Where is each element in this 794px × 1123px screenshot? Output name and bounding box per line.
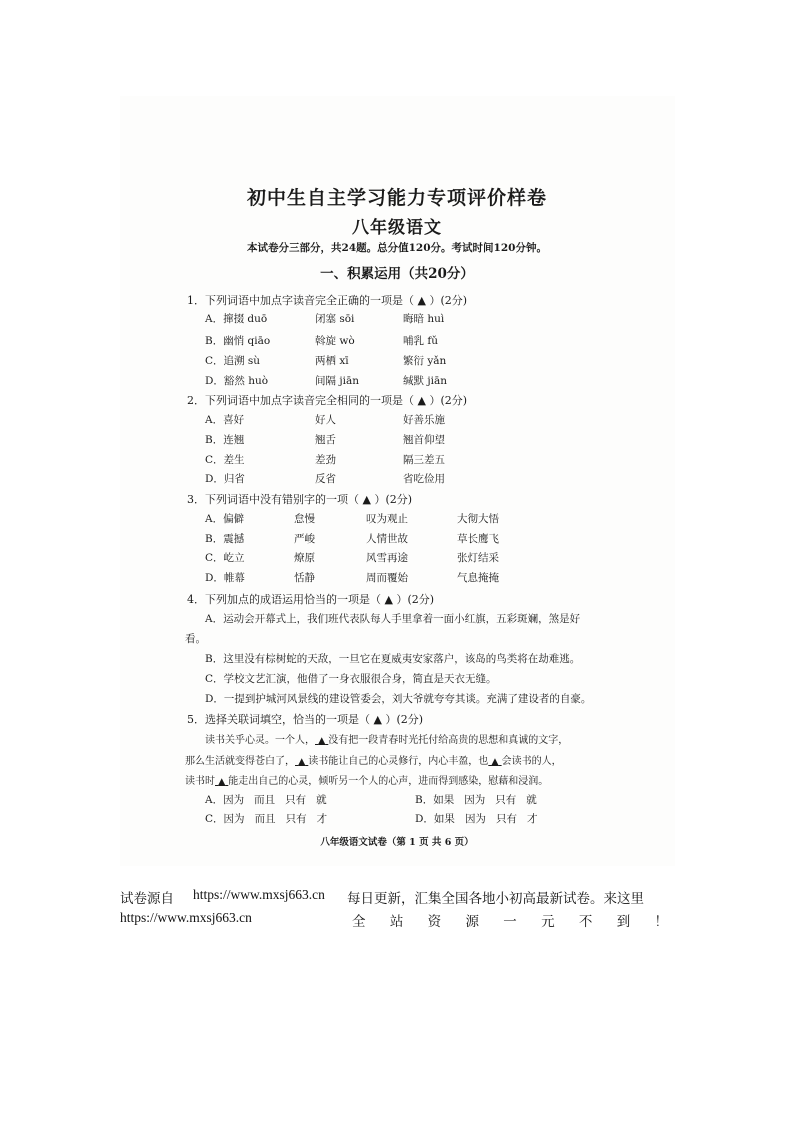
q3-option-d-3: 周而覆始 (366, 572, 408, 584)
source-url-2[interactable]: https://www.mxsj663.cn (120, 910, 252, 925)
q3-option-a-1: A．偏僻 (205, 513, 245, 525)
q4-option-b: B．这里没有棕树蛇的天敌，一旦它在夏威夷安家落户，该岛的鸟类将在劫难逃。 (205, 653, 581, 665)
q2-option-d-3: 省吃俭用 (403, 473, 445, 485)
q3-option-d-2: 恬静 (294, 572, 315, 584)
question-4-stem: 4．下列加点的成语运用恰当的一项是（ ▲ ）(2分) (187, 593, 435, 606)
source-url-1[interactable]: https://www.mxsj663.cn (193, 887, 325, 902)
q3-option-b-3: 人情世故 (366, 533, 408, 545)
q2-option-b-2: 翘舌 (315, 434, 336, 446)
q2-option-a-3: 好善乐施 (403, 414, 445, 426)
q3-option-c-3: 风雪再途 (366, 552, 408, 564)
q3-option-a-2: 怠慢 (294, 513, 315, 525)
exam-subtitle: 八年级语文 (352, 218, 442, 238)
q2-option-a-2: 好人 (315, 414, 336, 426)
q4-option-c: C．学校文艺汇演，他借了一身衣服很合身，简直是天衣无缝。 (205, 673, 497, 685)
q1-option-d-3: 缄默 jiān (403, 375, 447, 387)
q3-option-b-4: 草长鹰飞 (457, 533, 499, 545)
source-message: 每日更新，汇集全国各地小初高最新试卷。来这里 (347, 891, 644, 906)
question-2-stem: 2．下列词语中加点字读音完全相同的一项是（ ▲ ）(2分) (187, 394, 468, 407)
q4-option-d: D．一提到护城河风景线的建设管委会，刘大爷就夸夸其谈。充满了建设者的自豪。 (205, 693, 592, 705)
q1-option-b-2: 斡旋 wò (315, 335, 355, 347)
scanned-page (120, 96, 675, 866)
q5-option-d: D．如果 因为 只有 才 (415, 813, 538, 825)
q3-option-a-4: 大彻大悟 (457, 513, 499, 525)
q3-option-d-4: 气息掩掩 (457, 572, 499, 584)
q3-option-c-2: 燎原 (294, 552, 315, 564)
q3-option-d-1: D．帷幕 (205, 572, 245, 584)
q1-option-a-1: A．撺掇 duō (205, 313, 268, 325)
question-3-stem: 3．下列词语中没有错别字的一项（ ▲ ）(2分) (187, 493, 413, 506)
page-footer: 八年级语文试卷（第 1 页 共 6 页） (320, 837, 474, 848)
section-title: 一、积累运用（共20分） (320, 266, 474, 282)
q2-option-b-1: B．连翘 (205, 434, 245, 446)
q2-option-d-2: 反省 (315, 473, 336, 485)
source-tail: 全 站 资 源 一 元 不 到 ！ (352, 914, 668, 929)
q1-option-c-1: C．追溯 sù (205, 355, 261, 367)
q1-option-b-3: 哺乳 fǔ (403, 335, 438, 347)
q5-passage-line-1: 读书关乎心灵。一个人， ▲ 没有把一段青春时光托付给高贵的思想和真诚的文字， (205, 735, 569, 746)
q2-option-b-3: 翘首仰望 (403, 434, 445, 446)
q4-option-a-cont: 看。 (185, 633, 206, 645)
q1-option-c-3: 繁衍 yǎn (403, 355, 447, 367)
q1-option-d-1: D．豁然 huò (205, 375, 269, 387)
q3-option-a-3: 叹为观止 (366, 513, 408, 525)
q1-option-a-3: 晦暗 huì (403, 313, 445, 325)
q2-option-c-1: C．差生 (205, 454, 245, 466)
q2-option-a-1: A．喜好 (205, 414, 245, 426)
q5-passage-line-3: 读书时 ▲ 能走出自己的心灵，倾听另一个人的心声，进而得到感染，慰藉和浸润。 (185, 776, 549, 787)
q3-option-c-4: 张灯结采 (457, 552, 499, 564)
q2-option-c-2: 差劲 (315, 454, 336, 466)
q5-option-a: A．因为 而且 只有 就 (205, 794, 327, 806)
q5-option-b: B．如果 因为 只有 就 (415, 794, 537, 806)
q4-option-a: A．运动会开幕式上，我们班代表队每人手里拿着一面小红旗，五彩斑斓，煞是好 (205, 613, 581, 625)
q3-option-b-1: B．震撼 (205, 533, 245, 545)
q2-option-c-3: 隔三差五 (403, 454, 445, 466)
exam-title: 初中生自主学习能力专项评价样卷 (246, 187, 547, 209)
question-1-stem: 1．下列词语中加点字读音完全正确的一项是（ ▲ ）(2分) (187, 294, 468, 307)
q1-option-c-2: 两栖 xī (315, 355, 349, 367)
source-prefix: 试卷源自 (120, 891, 174, 906)
q3-option-b-2: 严峻 (294, 533, 315, 545)
q3-option-c-1: C．屹立 (205, 552, 245, 564)
q5-option-c: C．因为 而且 只有 才 (205, 813, 328, 825)
q1-option-b-1: B．幽悄 qiāo (205, 335, 271, 347)
question-5-stem: 5．选择关联词填空，恰当的一项是（ ▲ ）(2分) (187, 713, 424, 726)
q1-option-a-2: 闭塞 sōi (315, 313, 355, 325)
q5-passage-line-2: 那么生活就变得苍白了， ▲ 读书能让自己的心灵修行，内心丰盈，也 ▲ 会读书的人， (185, 756, 562, 767)
q1-option-d-2: 间隔 jiān (315, 375, 359, 387)
q2-option-d-1: D．归省 (205, 473, 245, 485)
exam-note: 本试卷分三部分，共24题。总分值120分。考试时间120分钟。 (247, 242, 547, 254)
